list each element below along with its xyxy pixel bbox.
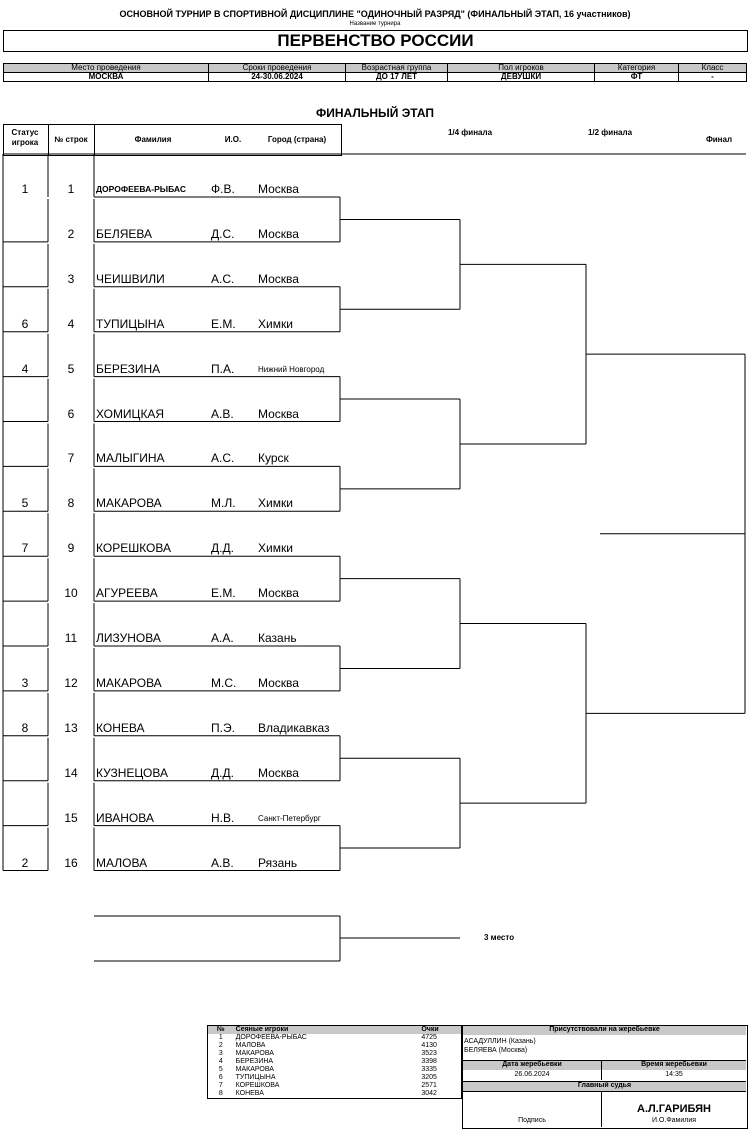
seed-name: ДОРОФЕЕВА-РЫБАС (235, 1034, 307, 1041)
player-city: Санкт-Петербург (258, 813, 321, 823)
player-surname: ЧЕИШВИЛИ (96, 271, 165, 286)
seed-points: 2571 (421, 1082, 437, 1089)
player-initials: А.С. (211, 451, 235, 466)
draw-time-label: Время жеребьевки (641, 1061, 707, 1068)
seed-row (208, 1058, 462, 1066)
draw-judge-label: Главный судья (577, 1082, 632, 1089)
col-header-status: Статус игрока (11, 128, 39, 147)
player-city: Москва (258, 675, 299, 690)
seed-row (208, 1034, 462, 1042)
player-initials: М.Л. (211, 496, 236, 511)
seed-name: МАКАРОВА (235, 1066, 274, 1073)
player-city: Владикавказ (258, 720, 330, 735)
info-label-age: Возрастная группа (346, 64, 448, 73)
seed-name: МАКАРОВА (235, 1050, 274, 1057)
draw-time-value: 14:35 (665, 1071, 683, 1078)
info-value-category: ФТ (595, 73, 679, 82)
player-initials: М.С. (211, 675, 237, 690)
player-surname: АГУРЕЕВА (96, 586, 158, 601)
player-row-num: 5 (67, 361, 75, 376)
seed-name: МАЛОВА (235, 1042, 266, 1049)
seed-points: 4130 (421, 1042, 437, 1049)
player-surname: МАКАРОВА (96, 496, 162, 511)
info-value-dates: 24-30.06.2024 (209, 73, 346, 82)
player-row-num: 13 (64, 720, 78, 735)
player-surname: МАКАРОВА (96, 675, 162, 690)
player-status: 6 (21, 316, 29, 331)
seed-num: 2 (218, 1042, 223, 1049)
col-header-row-num: № строк (54, 135, 88, 144)
seed-points: 4725 (421, 1034, 437, 1041)
third-place-label: 3 место (484, 933, 515, 942)
seeds-header-name: Сеяные игроки (235, 1026, 289, 1033)
info-value-age: ДО 17 ЛЕТ (346, 73, 448, 82)
player-city: Москва (258, 182, 299, 196)
player-status: 5 (21, 496, 29, 511)
player-row-num: 9 (67, 541, 75, 556)
player-city: Химки (258, 496, 293, 511)
player-initials: П.Э. (211, 720, 235, 735)
player-city: Химки (258, 316, 293, 331)
player-initials: Д.С. (211, 226, 235, 241)
seed-name: КОНЕВА (235, 1090, 264, 1097)
player-row-num: 16 (64, 855, 78, 870)
seed-name: БЕРЕЗИНА (235, 1058, 274, 1065)
player-row-num: 7 (67, 451, 75, 466)
player-surname: МАЛОВА (96, 855, 148, 870)
player-city: Курск (258, 451, 289, 466)
player-surname: ТУПИЦЫНА (96, 316, 165, 331)
seed-points: 3205 (421, 1074, 437, 1081)
player-surname: БЕЛЯЕВА (96, 226, 153, 241)
seeded-players-table (207, 1025, 462, 1099)
draw-present-label: Присутствовали на жеребьевке (549, 1026, 660, 1033)
player-city: Москва (258, 271, 299, 286)
seed-row (208, 1090, 462, 1099)
player-city: Москва (258, 406, 299, 421)
seed-points: 3335 (421, 1066, 437, 1073)
player-initials: Д.Д. (211, 541, 234, 556)
col-header-city: Город (страна) (267, 135, 327, 144)
player-initials: П.А. (211, 361, 235, 376)
player-row-num: 6 (67, 406, 75, 421)
player-surname: МАЛЫГИНА (96, 451, 165, 466)
draw-date-label: Дата жеребьевки (502, 1061, 562, 1068)
seed-row (208, 1042, 462, 1050)
player-status: 7 (21, 541, 29, 556)
player-initials: Ф.В. (211, 182, 235, 196)
seed-name: ТУПИЦЫНА (235, 1074, 276, 1081)
player-surname: ИВАНОВА (96, 810, 154, 825)
player-city: Москва (258, 226, 299, 241)
player-initials: А.В. (211, 406, 234, 421)
player-surname: ДОРОФЕЕВА-РЫБАС (96, 184, 186, 194)
col-header-quarter: 1/4 финала (447, 128, 493, 137)
championship-title: ПЕРВЕНСТВО РОССИИ (3, 30, 748, 52)
seed-points: 3523 (421, 1050, 437, 1057)
player-city: Рязань (258, 855, 298, 870)
draw-present-1: АСАДУЛЛИН (Казань) (464, 1038, 536, 1045)
player-status: 2 (21, 855, 29, 870)
info-label-dates: Сроки проведения (209, 64, 346, 73)
player-row-num: 2 (67, 226, 75, 241)
seed-row (208, 1082, 462, 1090)
info-label-gender: Пол игроков (448, 64, 595, 73)
player-surname: КОНЕВА (96, 720, 145, 735)
player-status: 8 (21, 720, 29, 735)
player-city: Нижний Новгород (258, 364, 325, 374)
info-label-category: Категория (595, 64, 679, 73)
player-status: 3 (21, 675, 29, 690)
player-row-num: 14 (64, 765, 78, 780)
player-city: Казань (258, 631, 297, 645)
player-city: Москва (258, 765, 299, 780)
player-city: Химки (258, 541, 293, 556)
col-header-semi: 1/2 финала (587, 128, 633, 137)
seed-num: 3 (218, 1050, 223, 1057)
player-initials: А.С. (211, 271, 235, 286)
player-row-num: 8 (67, 496, 75, 511)
player-initials: А.В. (211, 855, 234, 870)
col-header-final: Финал (705, 135, 733, 144)
seed-points: 3042 (421, 1090, 437, 1097)
player-city: Москва (258, 586, 299, 601)
player-initials: Н.В. (211, 810, 235, 825)
player-surname: ЛИЗУНОВА (96, 631, 161, 645)
player-row-num: 12 (64, 675, 78, 690)
tournament-subtitle: Название турнира (349, 21, 401, 27)
seed-row (208, 1074, 462, 1082)
player-status: 4 (21, 361, 29, 376)
player-surname: ХОМИЦКАЯ (96, 406, 165, 421)
draw-present-2: БЕЛЯЕВА (Москва) (464, 1047, 528, 1054)
player-surname: КОРЕШКОВА (96, 541, 171, 556)
player-row-num: 4 (67, 316, 75, 331)
seed-num: 1 (218, 1034, 223, 1041)
seeds-header-num: № (216, 1026, 225, 1033)
seeds-header-points: Очки (421, 1026, 439, 1033)
player-status: 1 (21, 182, 29, 196)
draw-judge-rule (463, 1091, 746, 1092)
col-header-surname: Фамилия (134, 135, 172, 144)
player-surname: КУЗНЕЦОВА (96, 765, 168, 780)
seed-num: 4 (218, 1058, 223, 1065)
player-row-num: 15 (64, 810, 78, 825)
info-label-location: Место проведения (4, 64, 209, 73)
player-row-num: 10 (64, 586, 78, 601)
name-label: И.О.Фамилия (651, 1117, 697, 1124)
seed-points: 3398 (421, 1058, 437, 1065)
info-value-gender: ДЕВУШКИ (448, 73, 595, 82)
info-value-class: - (679, 73, 747, 82)
player-initials: Е.М. (211, 586, 236, 601)
seed-row (208, 1066, 462, 1074)
info-label-class: Класс (679, 64, 747, 73)
player-surname: БЕРЕЗИНА (96, 361, 161, 376)
player-initials: А.А. (211, 631, 234, 645)
draw-date-value: 26.06.2024 (514, 1071, 550, 1078)
seed-name: КОРЕШКОВА (235, 1082, 280, 1089)
stage-title: ФИНАЛЬНЫЙ ЭТАП (315, 106, 434, 120)
tournament-title: ОСНОВНОЙ ТУРНИР В СПОРТИВНОЙ ДИСЦИПЛИНЕ "ОДИНОЧНЫЙ РАЗРЯД" (ФИНАЛЬНЫЙ ЭТАП, 16 участников) (119, 9, 631, 19)
player-row-num: 11 (64, 631, 78, 645)
player-row-num: 1 (67, 182, 75, 196)
seed-num: 6 (218, 1074, 223, 1081)
seed-num: 7 (218, 1082, 223, 1089)
player-initials: Д.Д. (211, 765, 234, 780)
info-value-location: МОСКВА (4, 73, 209, 82)
player-initials: Е.М. (211, 316, 236, 331)
player-row-num: 3 (67, 271, 75, 286)
col-header-initials: И.О. (224, 135, 242, 144)
seed-num: 8 (218, 1090, 223, 1097)
seed-row (208, 1050, 462, 1058)
seed-num: 5 (218, 1066, 223, 1073)
judge-name: А.Л.ГАРИБЯН (637, 1103, 711, 1115)
signature-label: Подпись (518, 1117, 546, 1124)
